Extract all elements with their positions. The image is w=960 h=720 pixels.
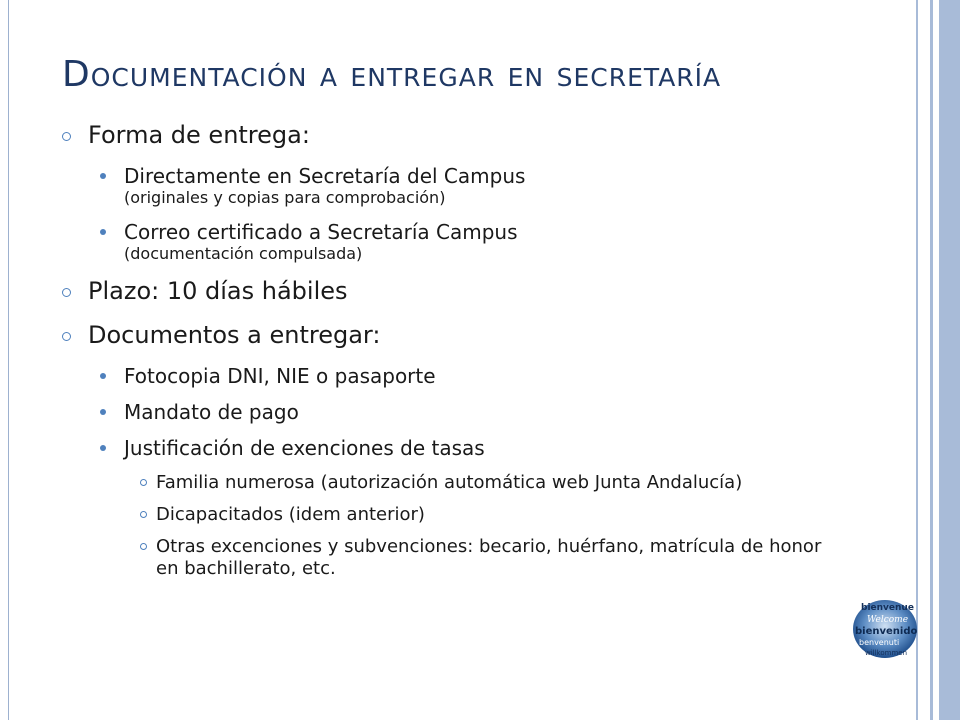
slide-body [62, 120, 842, 590]
right-decorative-band [916, 0, 960, 720]
sub-bullet-text: Justificación de exenciones de tasas [124, 436, 485, 460]
sub-bullet-correo [62, 220, 842, 264]
logo-word: benvenuti [859, 638, 900, 647]
bullet-documentos [62, 320, 842, 350]
circle-bullet-icon [62, 132, 71, 141]
sub-bullet-text: Correo certificado a Secretaría Campus [124, 220, 518, 244]
circle-bullet-icon [140, 511, 147, 518]
logo-word: bienvenue [861, 603, 914, 613]
bullet-forma-de-entrega [62, 120, 842, 150]
bullet-text: Plazo: 10 días hábiles [88, 277, 348, 305]
dot-bullet-icon [100, 445, 106, 451]
sub-bullet-text: Mandato de pago [124, 400, 299, 424]
welcome-word-cloud-icon [851, 598, 919, 660]
sub-bullet-secretaria [62, 164, 842, 208]
sub-sub-bullet-text: Familia numerosa (autorización automática web Junta Andalucía) [156, 472, 743, 493]
sub-sub-bullet-text: Otras excenciones y subvenciones: becario, huérfano, matrícula de honor en bachillerato, etc. [156, 536, 822, 579]
bullet-text: Documentos a entregar: [88, 321, 381, 349]
logo-word: willkommen [865, 649, 908, 657]
sub-sub-bullet-text: Dicapacitados (idem anterior) [156, 504, 425, 525]
dot-bullet-icon [100, 229, 106, 235]
dot-bullet-icon [100, 409, 106, 415]
circle-bullet-icon [140, 479, 147, 486]
sub-bullet-justificacion [62, 436, 842, 460]
sub-bullet-text: Fotocopia DNI, NIE o pasaporte [124, 364, 436, 388]
logo-word: bienvenido [855, 626, 918, 637]
sub-bullet-note: (originales y copias para comprobación) [124, 188, 446, 207]
circle-bullet-icon [62, 332, 71, 341]
circle-bullet-icon [140, 543, 147, 550]
sub-sub-bullet-familia [62, 472, 842, 494]
dot-bullet-icon [100, 173, 106, 179]
slide-title: Documentación a entregar en secretaría [62, 54, 722, 95]
bullet-text: Forma de entrega: [88, 121, 310, 149]
left-border [8, 0, 9, 720]
sub-bullet-note: (documentación compulsada) [124, 244, 363, 263]
circle-bullet-icon [62, 288, 71, 297]
sub-bullet-text: Directamente en Secretaría del Campus [124, 164, 526, 188]
logo-word: Welcome [867, 615, 909, 625]
sub-bullet-dni [62, 364, 842, 388]
sub-sub-bullet-discapacitados [62, 504, 842, 526]
sub-sub-bullet-otras [62, 536, 842, 580]
dot-bullet-icon [100, 373, 106, 379]
sub-bullet-mandato [62, 400, 842, 424]
bullet-plazo [62, 276, 842, 306]
